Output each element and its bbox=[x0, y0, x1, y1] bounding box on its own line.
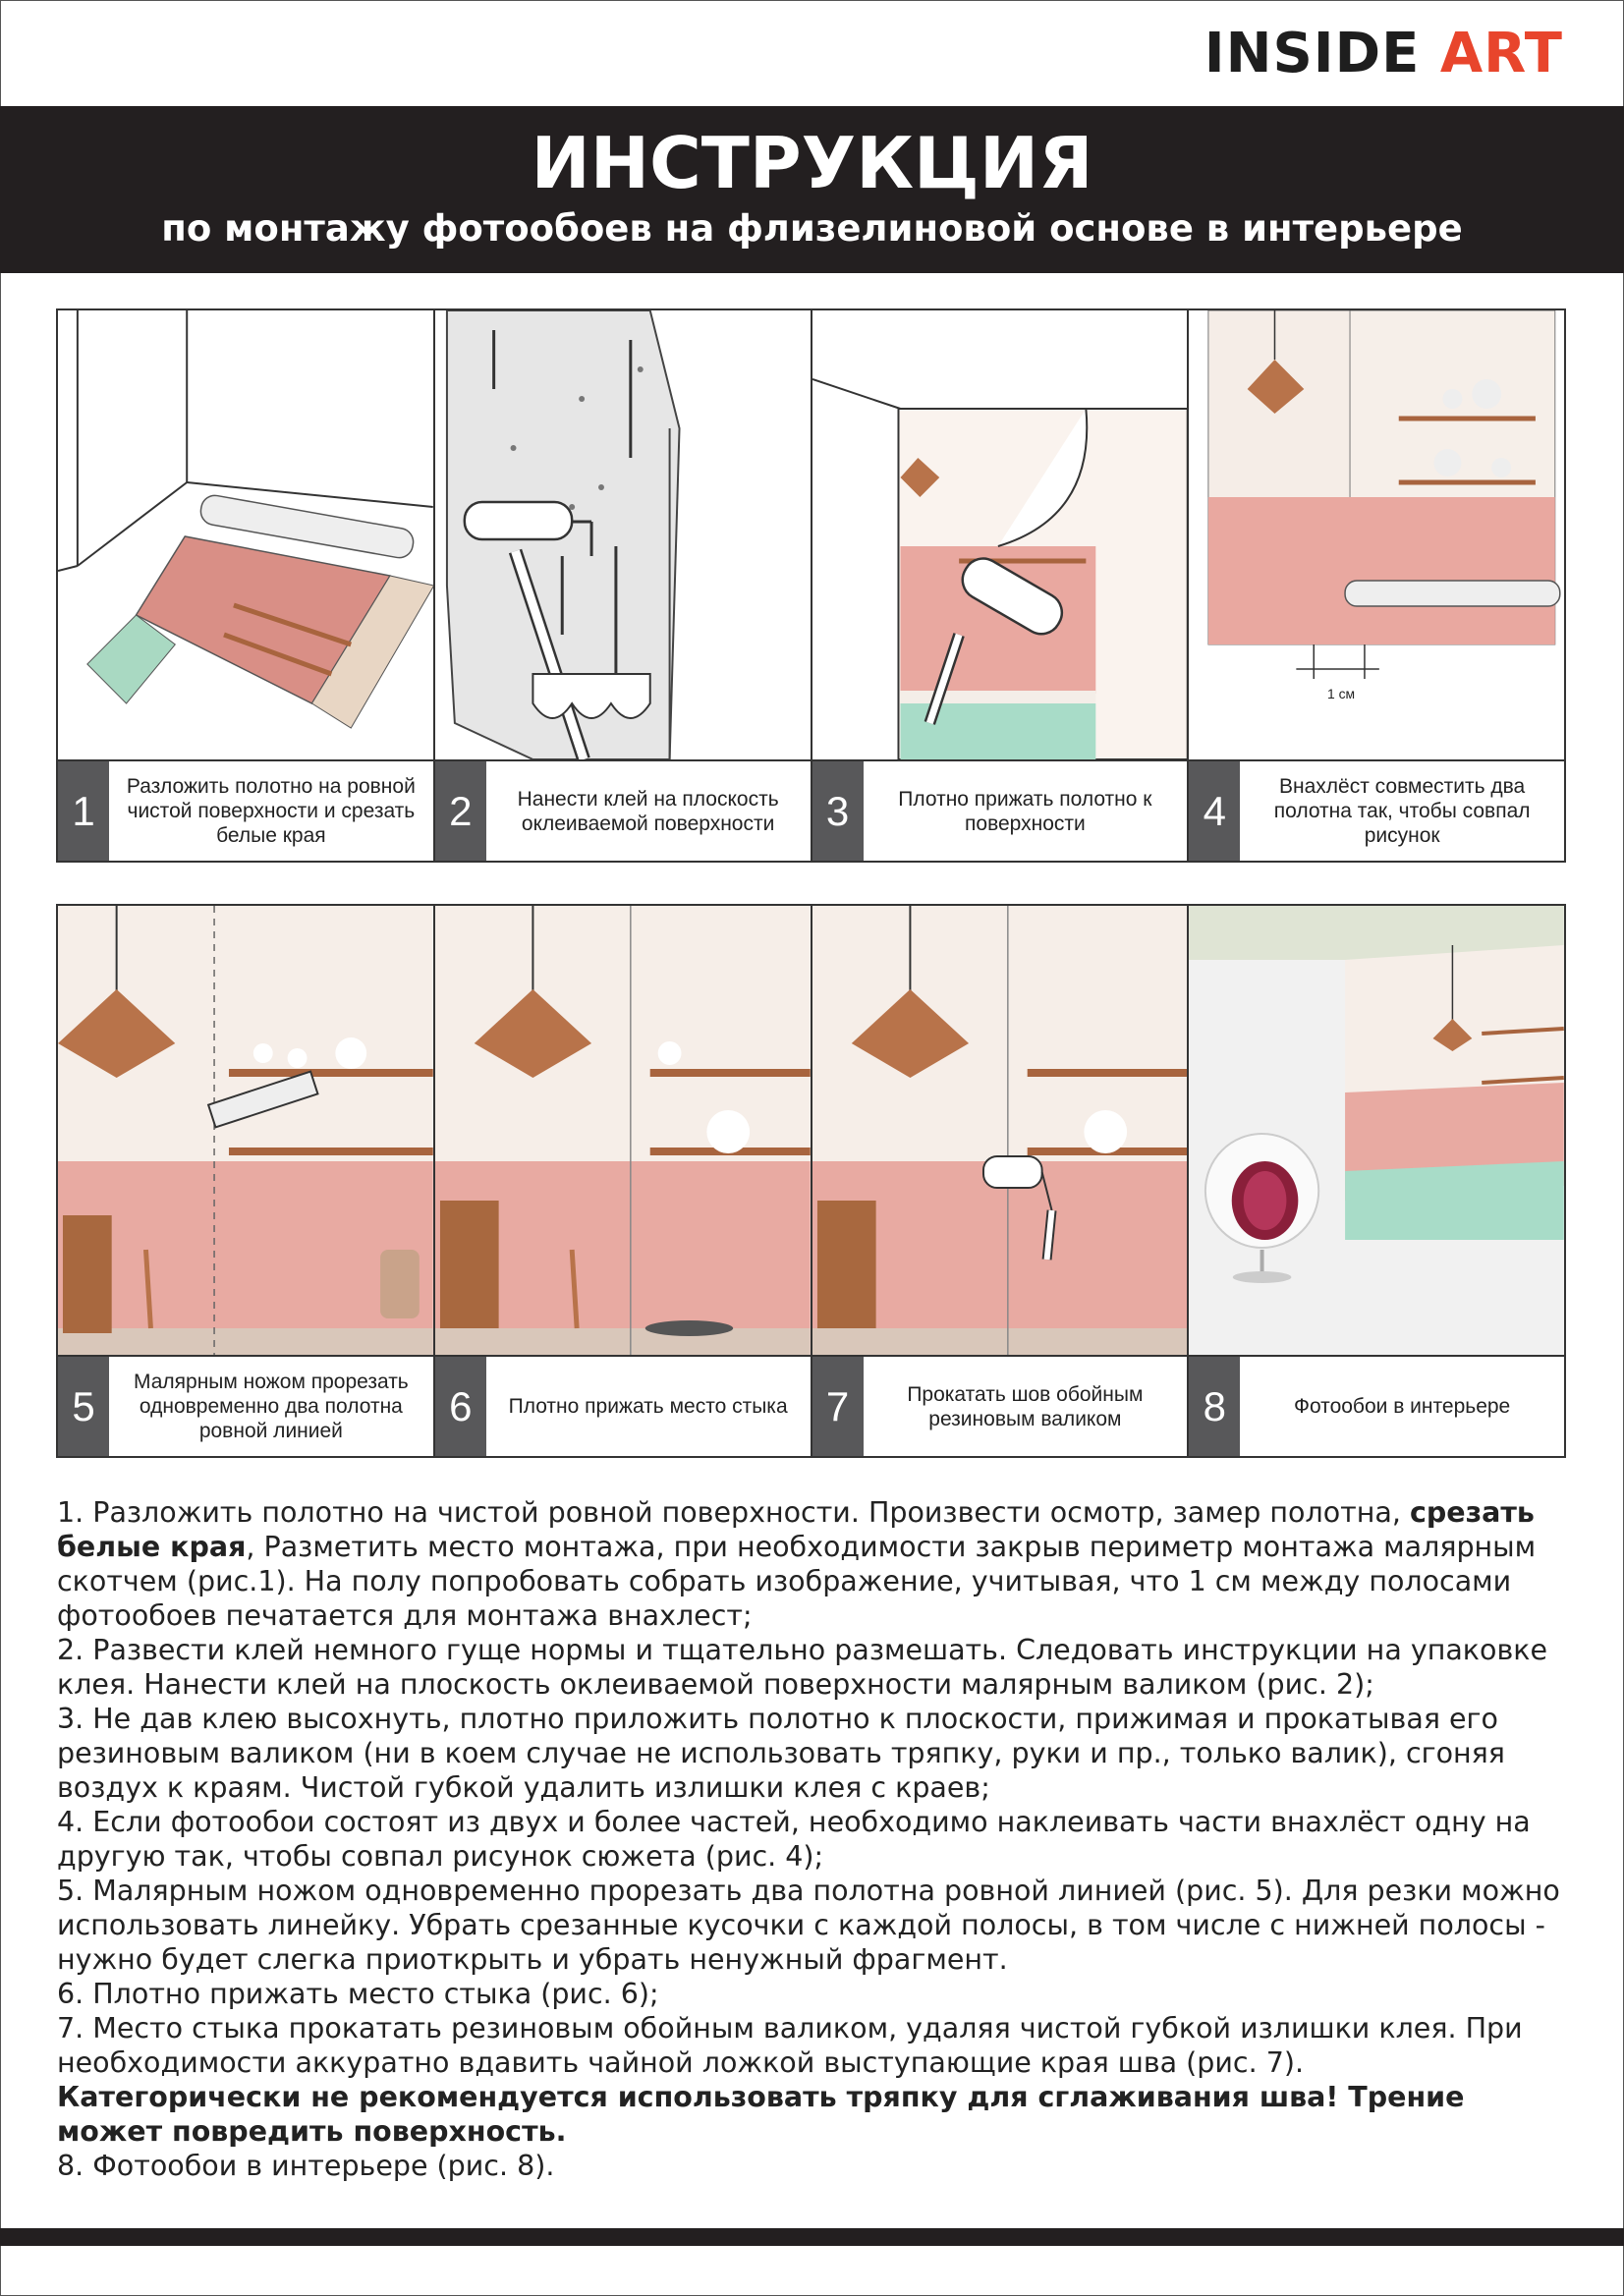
instruction-8: 8. Фотообои в интерьере (рис. 8). bbox=[57, 2150, 555, 2182]
page-title: ИНСТРУКЦИЯ bbox=[531, 122, 1093, 204]
step-4-illustration bbox=[1189, 310, 1564, 759]
steps-row-1 bbox=[56, 308, 1566, 863]
instruction-3: 3. Не дав клею высохнуть, плотно приложить полотно к плоскости, прижимая и прокатывая его резиновым валиком (ни в коем случае не использовать тряпку, руки и пр., только валик), сгоняя воздух к краям. Чистой губкой удалить излишки клея с краев; bbox=[57, 1703, 1505, 1804]
step-5-photo bbox=[58, 906, 435, 1355]
instructions-text bbox=[57, 1495, 1575, 2183]
instruction-1: 1. Разложить полотно на чистой ровной поверхности. Произвести осмотр, замер полотна, срезать белые края, Разметить место монтажа, при необходимости закрыв периметр монтажа малярным скотчем (рис.1). На полу попробовать собрать изображение, учитывая, что 1 см между полосами фотообоев печатается для монтажа внахлест; bbox=[57, 1496, 1537, 1632]
footer-bar bbox=[0, 2228, 1624, 2246]
step-7-caption: 7 Прокатать шов обойным резиновым валиком bbox=[812, 1357, 1190, 1456]
step-8-photo bbox=[1189, 906, 1564, 1355]
step-8-caption: 8 Фотообои в интерьере bbox=[1189, 1357, 1564, 1456]
step-2-caption: 2 Нанести клей на плоскость оклеиваемой поверхности bbox=[435, 761, 812, 861]
step-1-illustration bbox=[58, 310, 435, 759]
step-6-photo bbox=[435, 906, 812, 1355]
step-3-caption: 3 Плотно прижать полотно к поверхности bbox=[812, 761, 1190, 861]
warning-text: Категорически не рекомендуется использовать тряпку для сглаживания шва! Трение может повредить поверхность. bbox=[57, 2081, 1465, 2148]
step-3-illustration bbox=[812, 310, 1190, 759]
measure-label: 1 см bbox=[1327, 685, 1356, 702]
step-5-caption: 5 Малярным ножом прорезать одновременно два полотна ровной линией bbox=[58, 1357, 435, 1456]
page-subtitle: по монтажу фотообоев на флизелиновой основе в интерьере bbox=[161, 207, 1463, 250]
instruction-5: 5. Малярным ножом одновременно прорезать два полотна ровной линией (рис. 5). Для резки можно использовать линейку. Убрать срезанные кусочки с каждой полосы, в том числе с нижней полосы - нужно будет слегка приоткрыть и убрать ненужный фрагмент. bbox=[57, 1875, 1560, 1976]
instruction-6: 6. Плотно прижать место стыка (рис. 6); bbox=[57, 1978, 659, 2010]
brand-logo: INSIDE ART bbox=[1204, 22, 1563, 85]
page-header bbox=[0, 106, 1624, 273]
steps-row-2 bbox=[56, 904, 1566, 1458]
instruction-2: 2. Развести клей немного гуще нормы и тщательно размешать. Следовать инструкции на упаковке клея. Нанести клей на плоскость оклеиваемой поверхности малярным валиком (рис. 2); bbox=[57, 1634, 1547, 1701]
instruction-7: 7. Место стыка прокатать резиновым обойным валиком, удаляя чистой губкой излишки клея. При необходимости аккуратно вдавить чайной ложкой выступающие края шва (рис. 7). bbox=[57, 2012, 1523, 2079]
instruction-4: 4. Если фотообои состоят из двух и более частей, необходимо наклеивать части внахлёст одну на другую так, чтобы совпал рисунок сюжета (рис. 4); bbox=[57, 1806, 1531, 1873]
step-1-caption: 1 Разложить полотно на ровной чистой поверхности и срезать белые края bbox=[58, 761, 435, 861]
step-6-caption: 6 Плотно прижать место стыка bbox=[435, 1357, 812, 1456]
step-2-illustration bbox=[435, 310, 812, 759]
step-4-caption: 4 Внахлёст совместить два полотна так, чтобы совпал рисунок bbox=[1189, 761, 1564, 861]
step-7-photo bbox=[812, 906, 1190, 1355]
